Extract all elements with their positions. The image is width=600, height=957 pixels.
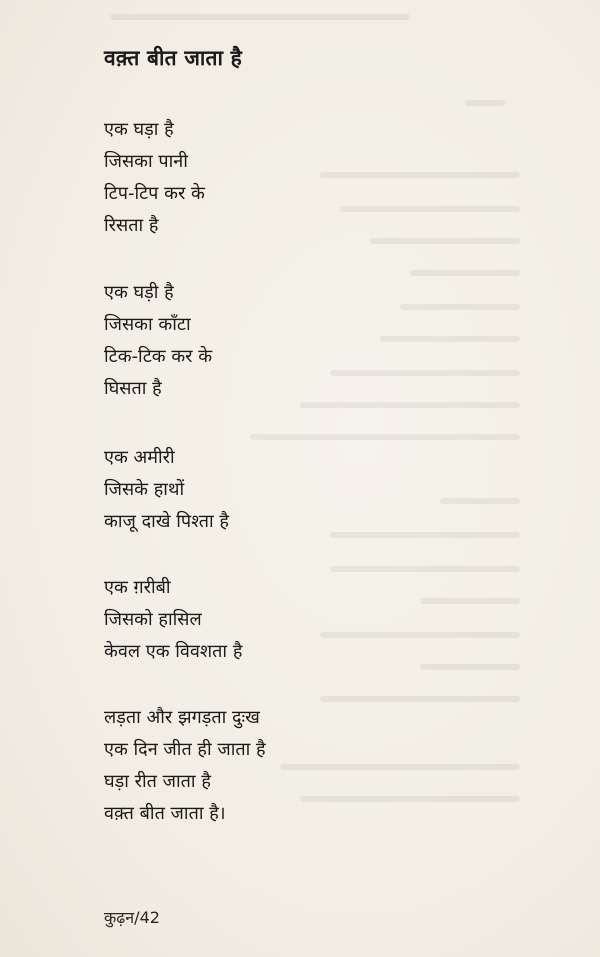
- poem-line: घिसता है: [104, 378, 162, 399]
- poem-line: जिसका पानी: [104, 151, 188, 172]
- poem-line: काजू दाखे पिश्ता है: [104, 511, 229, 532]
- stanza-4: [104, 572, 242, 668]
- poem-line: केवल एक विवशता है: [104, 641, 243, 662]
- poem-title: वक़्त बीत जाता है: [104, 46, 243, 70]
- page-footer-label: कुढ़न/42: [104, 908, 160, 927]
- poem-line: रिसता है: [104, 215, 159, 236]
- poem-line: वक़्त बीत जाता है।: [104, 803, 226, 824]
- poem-line: जिसके हाथों: [104, 479, 185, 500]
- poem-line: टिक-टिक कर के: [104, 346, 213, 367]
- stanza-2: [104, 277, 212, 405]
- poem-line: घड़ा रीत जाता है: [104, 771, 211, 792]
- poem-line: एक दिन जीत ही जाता है: [104, 739, 266, 760]
- stanza-3: [104, 442, 229, 538]
- poem-line: एक अमीरी: [104, 447, 175, 468]
- poem-line: जिसका काँटा: [104, 314, 191, 335]
- poem-line: एक ग़रीबी: [104, 577, 171, 598]
- poem-line: एक घड़ी है: [104, 282, 174, 303]
- stanza-1: [104, 114, 205, 242]
- poem-line: टिप-टिप कर के: [104, 183, 205, 204]
- stanza-5: [104, 702, 266, 830]
- poem-line: जिसको हासिल: [104, 609, 202, 630]
- poem-line: लड़ता और झगड़ता दुःख: [104, 707, 260, 728]
- poem-line: एक घड़ा है: [104, 119, 174, 140]
